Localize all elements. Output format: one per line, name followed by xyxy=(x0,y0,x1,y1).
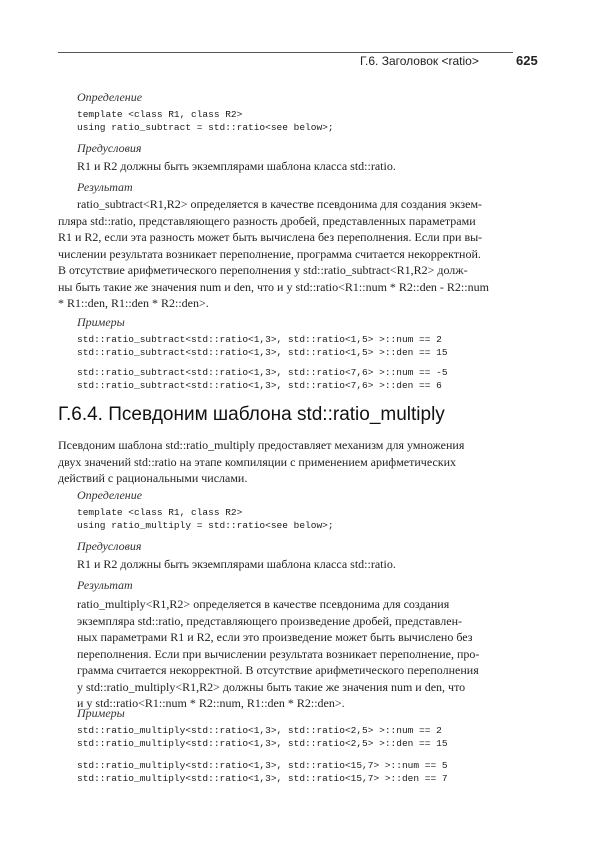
section-intro xyxy=(58,437,538,487)
result-label: Результат xyxy=(77,578,133,592)
code-line: std::ratio_multiply<std::ratio<1,3>, std::ratio<2,5> >::den == 15 xyxy=(77,738,448,749)
definition-label: Определение xyxy=(77,90,143,104)
text-line: В отсутствие арифметического переполнения у std::ratio_subtract<R1,R2> долж- xyxy=(58,263,468,277)
code-line: template <class R1, class R2> xyxy=(77,507,243,518)
code-line: std::ratio_subtract<std::ratio<1,3>, std::ratio<1,5> >::den == 15 xyxy=(77,347,448,358)
text-line: действий с рациональными числами. xyxy=(58,471,248,485)
text-line: двух значений std::ratio на этапе компиляции с применением арифметических xyxy=(58,454,457,469)
examples-code xyxy=(77,333,448,359)
code-line: std::ratio_subtract<std::ratio<1,3>, std::ratio<1,5> >::num == 2 xyxy=(77,334,442,345)
code-line: std::ratio_multiply<std::ratio<1,3>, std::ratio<15,7> >::den == 7 xyxy=(77,773,448,784)
page-number: 625 xyxy=(516,53,538,68)
section-heading: Г.6.4. Псевдоним шаблона std::ratio_multiply xyxy=(58,404,445,425)
code-line: std::ratio_subtract<std::ratio<1,3>, std::ratio<7,6> >::num == -5 xyxy=(77,367,448,378)
examples-label: Примеры xyxy=(77,706,125,720)
text-line: экземпляра std::ratio, представляющего произведение дробей, представлен- xyxy=(77,613,463,628)
examples-code xyxy=(77,759,448,785)
examples-code xyxy=(77,366,448,392)
header-rule xyxy=(58,52,513,53)
code-line: using ratio_subtract = std::ratio<see below>; xyxy=(77,122,334,133)
code-line: std::ratio_multiply<std::ratio<1,3>, std::ratio<2,5> >::num == 2 xyxy=(77,725,442,736)
definition-code xyxy=(77,108,334,134)
text-line: ratio_multiply<R1,R2> определяется в качестве псевдонима для создания xyxy=(77,597,450,611)
result-text xyxy=(77,596,538,712)
code-line: std::ratio_subtract<std::ratio<1,3>, std::ratio<7,6> >::den == 6 xyxy=(77,380,442,391)
code-line: std::ratio_multiply<std::ratio<1,3>, std::ratio<15,7> >::num == 5 xyxy=(77,760,448,771)
definition-code xyxy=(77,506,334,532)
text-line: ratio_subtract<R1,R2> определяется в качестве псевдонима для создания экзем- xyxy=(77,197,483,211)
code-line: template <class R1, class R2> xyxy=(77,109,243,120)
running-header: Г.6. Заголовок <ratio> xyxy=(360,54,479,68)
text-line: R1 и R2, если эта разность может быть вычислена без переполнения. Если при вы- xyxy=(58,230,483,244)
text-line: * R1::den, R1::den * R2::den>. xyxy=(58,296,209,310)
text-line: и у std::ratio<R1::num * R2::num, R1::den * R2::den>. xyxy=(77,696,345,710)
result-text xyxy=(58,196,538,312)
text-line: у std::ratio_multiply<R1,R2> должны быть такие же значения num и den, что xyxy=(77,679,466,694)
preconditions-label: Предусловия xyxy=(77,141,142,155)
code-line: using ratio_multiply = std::ratio<see below>; xyxy=(77,520,334,531)
text-line: ны быть такие же значения num и den, что и у std::ratio<R1::num * R2::den - R2::num xyxy=(58,279,489,294)
definition-label: Определение xyxy=(77,488,143,502)
examples-code xyxy=(77,724,448,750)
text-line: Псевдоним шаблона std::ratio_multiply предоставляет механизм для умножения xyxy=(58,438,465,452)
preconditions-text: R1 и R2 должны быть экземплярами шаблона класса std::ratio. xyxy=(77,159,396,173)
text-line: ных параметрами R1 и R2, если это произведение может быть вычислено без xyxy=(77,630,473,644)
text-line: грамма считается некорректной. В отсутствие арифметического переполнения xyxy=(77,663,479,677)
preconditions-label: Предусловия xyxy=(77,539,142,553)
result-label: Результат xyxy=(77,180,133,194)
text-line: переполнения. Если при вычислении результата возникает переполнение, про- xyxy=(77,646,480,661)
text-line: числении результата возникает переполнение, программа считается некорректной. xyxy=(58,246,481,261)
text-line: пляра std::ratio, представляющего разность дробей, представленных параметрами xyxy=(58,213,476,228)
preconditions-text: R1 и R2 должны быть экземплярами шаблона класса std::ratio. xyxy=(77,557,396,571)
examples-label: Примеры xyxy=(77,315,125,329)
